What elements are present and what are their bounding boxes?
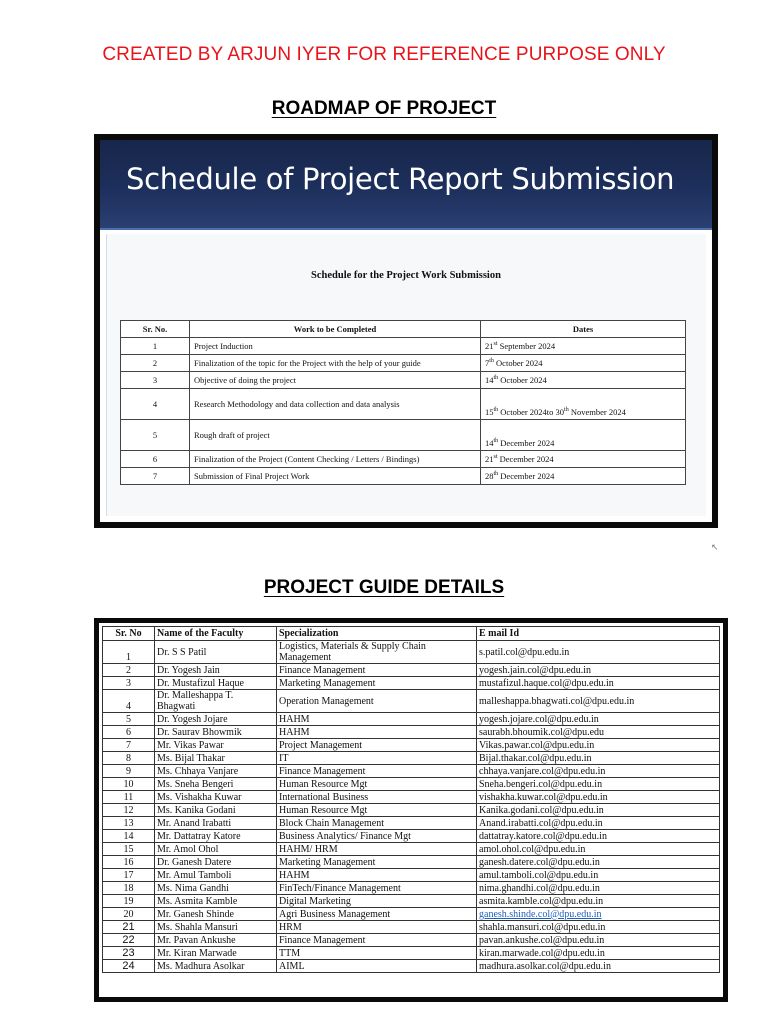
date-day: 15 [485,407,494,417]
guide-name: Ms. Sneha Bengeri [155,778,277,791]
guide-name: Dr. Malleshappa T. Bhagwati [155,690,277,713]
schedule-work: Project Induction [190,338,481,355]
guide-email: Bijal.thakar.col@dpu.edu.in [477,752,720,765]
date-rest-2: November 2024 [568,407,626,417]
schedule-date [481,451,686,468]
guide-name: Dr. Saurav Bhowmik [155,726,277,739]
guide-name: Ms. Nima Gandhi [155,882,277,895]
guide-row [103,895,720,908]
guide-spec: Marketing Management [277,677,477,690]
date-rest: December 2024 [497,454,554,464]
guide-spec: Human Resource Mgt [277,778,477,791]
guide-email: ganesh.datere.col@dpu.edu.in [477,856,720,869]
guide-spec: Operation Management [277,690,477,713]
schedule-date [481,355,686,372]
schedule-col-dates: Dates [481,321,686,338]
guide-email: Kanika.godani.col@dpu.edu.in [477,804,720,817]
guide-heading: PROJECT GUIDE DETAILS [263,577,505,598]
guide-email: amul.tamboli.col@dpu.edu.in [477,869,720,882]
guide-name: Ms. Asmita Kamble [155,895,277,908]
date-rest: October 2024 [493,358,543,368]
guide-email: nima.ghandhi.col@dpu.edu.in [477,882,720,895]
schedule-date [481,468,686,485]
guide-sr: 3 [103,677,155,690]
guide-row [103,690,720,713]
guide-sr: 1 [103,641,155,664]
guide-row [103,664,720,677]
guide-spec: Project Management [277,739,477,752]
guide-row [103,778,720,791]
guide-email-link[interactable]: ganesh.shinde.col@dpu.edu.in [479,908,602,920]
guide-name: Mr. Kiran Marwade [155,947,277,960]
guide-spec: AIML [277,960,477,973]
guide-sr: 11 [103,791,155,804]
guide-name: Ms. Shahla Mansuri [155,921,277,934]
guide-sr: 9 [103,765,155,778]
guide-name: Ms. Madhura Asolkar [155,960,277,973]
guide-sr: 7 [103,739,155,752]
guide-name: Ms. Chhaya Vanjare [155,765,277,778]
schedule-sr: 2 [121,355,190,372]
guide-email: chhaya.vanjare.col@dpu.edu.in [477,765,720,778]
guide-sr: 14 [103,830,155,843]
guide-email: s.patil.col@dpu.edu.in [477,641,720,664]
date-day: 21 [485,341,494,351]
date-suffix: th [493,471,499,478]
guide-email: shahla.mansuri.col@dpu.edu.in [477,921,720,934]
guide-row [103,713,720,726]
schedule-date [481,372,686,389]
schedule-sr: 1 [121,338,190,355]
schedule-row [121,389,686,420]
guide-email: Anand.irabatti.col@dpu.edu.in [477,817,720,830]
guide-spec: Logistics, Materials & Supply Chain Management [277,641,477,664]
schedule-row [121,355,686,372]
guide-name: Dr. S S Patil [155,641,277,664]
guide-email: Vikas.pawar.col@dpu.edu.in [477,739,720,752]
date-suffix: th [489,358,494,365]
guide-name: Ms. Kanika Godani [155,804,277,817]
schedule-sr: 6 [121,451,190,468]
date-day: 28 [485,471,494,481]
guide-name: Mr. Amol Ohol [155,843,277,856]
schedule-work: Research Methodology and data collection and data analysis [190,389,481,420]
guide-spec: International Business [277,791,477,804]
guide-name: Ms. Bijal Thakar [155,752,277,765]
guide-spec: HAHM [277,869,477,882]
guide-sr: 23 [103,947,155,960]
guide-col-name: Name of the Faculty [155,627,277,641]
guide-spec: Business Analytics/ Finance Mgt [277,830,477,843]
guide-row [103,830,720,843]
guide-spec: Agri Business Management [277,908,477,921]
guide-spec: Finance Management [277,765,477,778]
guide-email: amol.ohol.col@dpu.edu.in [477,843,720,856]
guide-name: Mr. Amul Tamboli [155,869,277,882]
guide-sr: 21 [103,921,155,934]
guide-email: dattatray.katore.col@dpu.edu.in [477,830,720,843]
schedule-date [481,420,686,451]
guide-spec: Finance Management [277,934,477,947]
guide-name: Dr. Ganesh Datere [155,856,277,869]
guide-email: pavan.ankushe.col@dpu.edu.in [477,934,720,947]
guide-name: Mr. Pavan Ankushe [155,934,277,947]
date-day: 7 [485,358,490,368]
date-rest: December 2024 [498,471,555,481]
guide-row [103,869,720,882]
date-rest: September 2024 [497,341,556,351]
date-day: 14 [485,438,494,448]
guide-sr: 15 [103,843,155,856]
guide-spec: Finance Management [277,664,477,677]
date-suffix: th [493,407,499,414]
guide-row [103,934,720,947]
guide-email: saurabh.bhoumik.col@dpu.edu [477,726,720,739]
guide-col-spec: Specialization [277,627,477,641]
guide-table-image [94,618,728,1002]
schedule-col-work: Work to be Completed [190,321,481,338]
guide-email: vishakha.kuwar.col@dpu.edu.in [477,791,720,804]
guide-row [103,726,720,739]
guide-name: Ms. Vishakha Kuwar [155,791,277,804]
slide-title-band [100,140,712,228]
schedule-slide-image [94,134,719,552]
guide-spec: IT [277,752,477,765]
guide-sr: 20 [103,908,155,921]
mouse-cursor-icon: ↖ [711,542,719,552]
guide-col-email: E mail Id [477,627,720,641]
guide-spec: Block Chain Management [277,817,477,830]
guide-name: Mr. Ganesh Shinde [155,908,277,921]
schedule-sr: 5 [121,420,190,451]
guide-name: Mr. Dattatray Katore [155,830,277,843]
guide-row [103,791,720,804]
schedule-sr: 7 [121,468,190,485]
guide-sr: 24 [103,960,155,973]
guide-spec: TTM [277,947,477,960]
schedule-sr: 3 [121,372,190,389]
guide-row [103,817,720,830]
guide-col-sr: Sr. No [103,627,155,641]
guide-row [103,908,720,921]
guide-sr: 6 [103,726,155,739]
date-suffix: st [493,341,498,348]
guide-row [103,856,720,869]
schedule-date [481,338,686,355]
schedule-work: Submission of Final Project Work [190,468,481,485]
guide-email: Sneha.bengeri.col@dpu.edu.in [477,778,720,791]
guide-spec: Digital Marketing [277,895,477,908]
roadmap-heading: ROADMAP OF PROJECT [271,98,497,119]
slide-title: Schedule of Project Report Submission [126,162,675,196]
guide-table [102,626,720,973]
guide-table-frame [99,623,723,997]
guide-name: Dr. Yogesh Jain [155,664,277,677]
schedule-work: Finalization of the Project (Content Checking / Letters / Bindings) [190,451,481,468]
schedule-row [121,338,686,355]
guide-sr: 5 [103,713,155,726]
guide-row [103,960,720,973]
guide-email: asmita.kamble.col@dpu.edu.in [477,895,720,908]
guide-sr: 12 [103,804,155,817]
schedule-sr: 4 [121,389,190,420]
guide-email: yogesh.jain.col@dpu.edu.in [477,664,720,677]
guide-email[interactable] [477,908,720,921]
slide-band-edge [100,228,712,230]
schedule-table [120,320,686,485]
guide-sr: 8 [103,752,155,765]
guide-row [103,921,720,934]
guide-row [103,765,720,778]
slide-frame [100,140,719,552]
guide-spec: HAHM [277,726,477,739]
guide-row [103,752,720,765]
schedule-row [121,451,686,468]
guide-sr: 19 [103,895,155,908]
date-rest: October 2024 [498,375,547,385]
guide-email: malleshappa.bhagwati.col@dpu.edu.in [477,690,720,713]
date-suffix: st [493,454,498,461]
guide-row [103,641,720,664]
guide-row [103,882,720,895]
schedule-work: Finalization of the topic for the Project with the help of your guide [190,355,481,372]
guide-header-row [103,627,720,641]
schedule-col-sr: Sr. No. [121,321,190,338]
schedule-row [121,468,686,485]
guide-name: Mr. Anand Irabatti [155,817,277,830]
date-day: 21 [485,454,494,464]
guide-sr: 10 [103,778,155,791]
guide-name: Dr. Mustafizul Haque [155,677,277,690]
guide-row [103,843,720,856]
guide-sr: 4 [103,690,155,713]
guide-name: Mr. Vikas Pawar [155,739,277,752]
guide-row [103,739,720,752]
date-day: 14 [485,375,494,385]
schedule-row [121,420,686,451]
schedule-date [481,389,686,420]
guide-sr: 18 [103,882,155,895]
guide-row [103,677,720,690]
guide-email: madhura.asolkar.col@dpu.edu.in [477,960,720,973]
guide-sr: 2 [103,664,155,677]
guide-name: Dr. Yogesh Jojare [155,713,277,726]
guide-spec: HAHM [277,713,477,726]
guide-spec: Marketing Management [277,856,477,869]
date-rest: October 2024to 30 [498,407,565,417]
guide-email: mustafizul.haque.col@dpu.edu.in [477,677,720,690]
guide-spec: HRM [277,921,477,934]
schedule-work: Rough draft of project [190,420,481,451]
guide-row [103,804,720,817]
guide-spec: FinTech/Finance Management [277,882,477,895]
guide-email: kiran.marwade.col@dpu.edu.in [477,947,720,960]
reference-note: CREATED BY ARJUN IYER FOR REFERENCE PURPOSE ONLY [102,44,666,65]
date-rest: December 2024 [498,438,555,448]
guide-sr: 17 [103,869,155,882]
guide-sr: 22 [103,934,155,947]
guide-row [103,947,720,960]
schedule-header-row [121,321,686,338]
guide-spec: HAHM/ HRM [277,843,477,856]
date-suffix: th [493,375,499,382]
guide-email: yogesh.jojare.col@dpu.edu.in [477,713,720,726]
schedule-work: Objective of doing the project [190,372,481,389]
guide-sr: 16 [103,856,155,869]
date-suffix: th [493,438,499,445]
date-suffix-2: th [564,407,569,414]
guide-spec: Human Resource Mgt [277,804,477,817]
schedule-row [121,372,686,389]
guide-sr: 13 [103,817,155,830]
schedule-table-title: Schedule for the Project Work Submission [311,270,501,281]
